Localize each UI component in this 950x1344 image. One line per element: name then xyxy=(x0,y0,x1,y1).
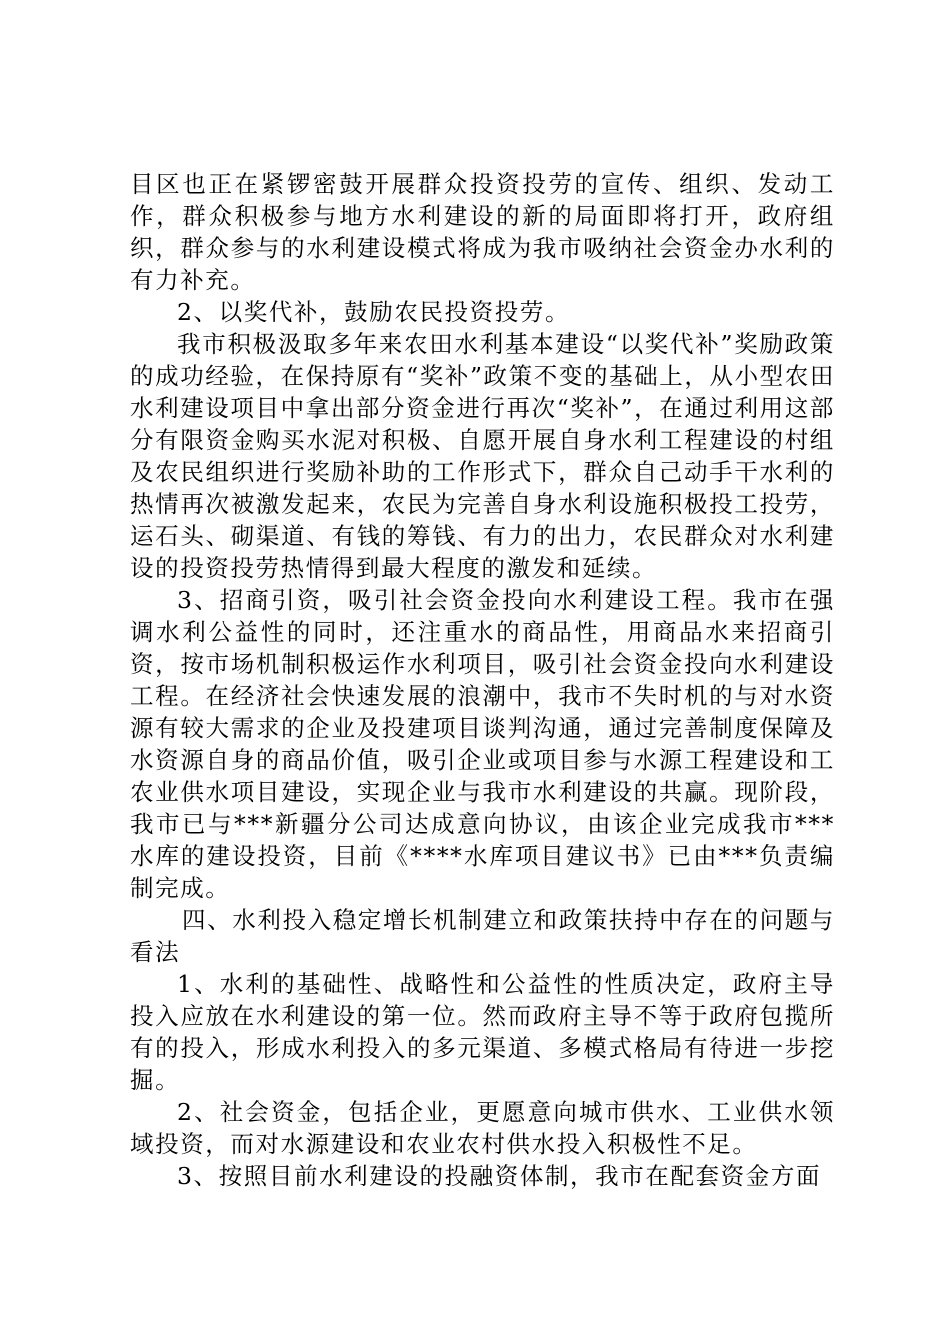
paragraph-item-2-body: 我市积极汲取多年来农田水利基本建设“以奖代补”奖励政策的成功经验，在保持原有“奖补”政策不变的基础上，从小型农田水利建设项目中拿出部分资金进行再次“奖补”，在通过利用这部分有限资金购买水泥对积极、自愿开展自身水利工程建设的村组及农民组织进行奖励补助的工作形式下，群众自己动手干水利的热情再次被激发起来，农民为完善自身水利设施积极投工投劳，运石头、砌渠道、有钱的筹钱、有力的出力，农民群众对水利建设的投资投劳热情得到最大程度的激发和延续。 xyxy=(130,330,835,582)
document-body xyxy=(130,168,835,1192)
paragraph-continuation: 目区也正在紧锣密鼓开展群众投资投劳的宣传、组织、发动工作，群众积极参与地方水利建设的新的局面即将打开，政府组织，群众参与的水利建设模式将成为我市吸纳社会资金办水利的有力补充。 xyxy=(130,170,835,294)
section-heading-4: 四、水利投入稳定增长机制建立和政策扶持中存在的问题与看法 xyxy=(130,906,835,966)
paragraph-issue-1: 1、水利的基础性、战略性和公益性的性质决定，政府主导投入应放在水利建设的第一位。然而政府主导不等于政府包揽所有的投入，形成水利投入的多元渠道、多模式格局有待进一步挖掘。 xyxy=(130,970,835,1094)
paragraph-issue-3: 3、按照目前水利建设的投融资体制，我市在配套资金方面 xyxy=(177,1162,822,1190)
paragraph-issue-2: 2、社会资金，包括企业，更愿意向城市供水、工业供水领域投资，而对水源建设和农业农村供水投入积极性不足。 xyxy=(130,1098,835,1158)
paragraph-item-3: 3、招商引资，吸引社会资金投向水利建设工程。我市在强调水利公益性的同时，还注重水的商品性，用商品水来招商引资，按市场机制积极运作水利项目，吸引社会资金投向水利建设工程。在经济社会快速发展的浪潮中，我市不失时机的与对水资源有较大需求的企业及投建项目谈判沟通，通过完善制度保障及水资源自身的商品价值，吸引企业或项目参与水源工程建设和工农业供水项目建设，实现企业与我市水利建设的共赢。现阶段，我市已与***新疆分公司达成意向协议，由该企业完成我市***水库的建设投资，目前《****水库项目建议书》已由***负责编制完成。 xyxy=(130,586,835,902)
paragraph-item-2-heading: 2、以奖代补，鼓励农民投资投劳。 xyxy=(177,298,571,326)
